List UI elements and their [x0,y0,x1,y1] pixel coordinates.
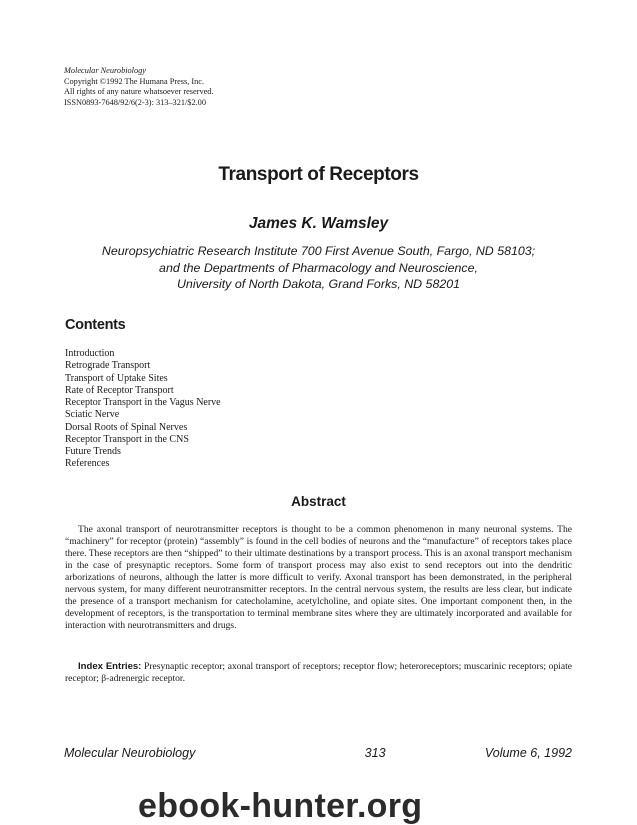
contents-item: Introduction [65,348,115,359]
contents-heading: Contents [65,317,126,333]
contents-item: Dorsal Roots of Spinal Nerves [65,421,188,433]
author-affiliation [0,243,637,293]
abstract-body: The axonal transport of neurotransmitter receptors is thought to be a common phenomenon in many neuronal systems. The “machinery” for receptor (protein) “assembly” is found in the cell bodies of neurons and the “manufacture” of receptors takes place there. These receptors are then “shipped” to their ultimate destinations by a transport process. This is an axonal transport mechanism in the case of presynaptic receptors. Some form of transport process may also exist to send receptors out into the dendritic arborizations of neurons, although the latter is more difficult to verify. Axonal transport has been demonstrated, in the peripheral nervous system, for many different neurotransmitter receptors. In the central nervous system, the results are less clear, but indicate the presence of a transport mechanism for catecholamine, acetylcholine, and opiate sites. One important component then, in the development of receptors, is the transportation to terminal membrane sites where they are ultimately incorporated and available for interaction with neurotransmitters and drugs. [65,524,572,631]
header-journal-name: Molecular Neurobiology [64,66,146,75]
article-title: Transport of Receptors [218,164,419,185]
footer-journal: Molecular Neurobiology [64,746,196,760]
index-entries [65,661,572,685]
abstract-heading: Abstract [291,494,346,509]
contents-item: Retrograde Transport [65,360,151,372]
affiliation-line: and the Departments of Pharmacology and Neuroscience, [159,260,478,275]
page-footer [64,746,572,760]
page-number: 313 [364,746,386,760]
journal-header [64,66,214,108]
header-rights: All rights of any nature whatsoever reserved. [64,87,214,97]
affiliation-line: Neuropsychiatric Research Institute 700 First Avenue South, Fargo, ND 58103; [101,244,536,258]
contents-item: Transport of Uptake Sites [65,372,168,384]
author-name: James K. Wamsley [248,215,389,232]
contents-item: Sciatic Nerve [65,409,120,421]
contents-item: Receptor Transport in the CNS [65,433,189,445]
index-entries-text: Presynaptic receptor; axonal transport of receptors; receptor flow; heteroreceptors; muscarinic receptors; opiate receptor; β-adrenergic receptor. [65,661,573,684]
affiliation-line: University of North Dakota, Grand Forks, ND 58201 [176,277,461,292]
header-issn: ISSN0893-7648/92/6(2-3): 313–321/$2.00 [64,97,206,107]
contents-list [65,348,221,471]
contents-item: References [65,458,110,470]
contents-item: Receptor Transport in the Vagus Nerve [65,397,221,408]
contents-item: Future Trends [65,446,121,457]
watermark: ebook-hunter.org [138,787,423,825]
contents-item: Rate of Receptor Transport [65,384,174,396]
index-entries-label: Index Entries: [78,661,142,672]
footer-volume: Volume 6, 1992 [484,746,572,760]
header-copyright: Copyright ©1992 The Humana Press, Inc. [64,76,205,86]
